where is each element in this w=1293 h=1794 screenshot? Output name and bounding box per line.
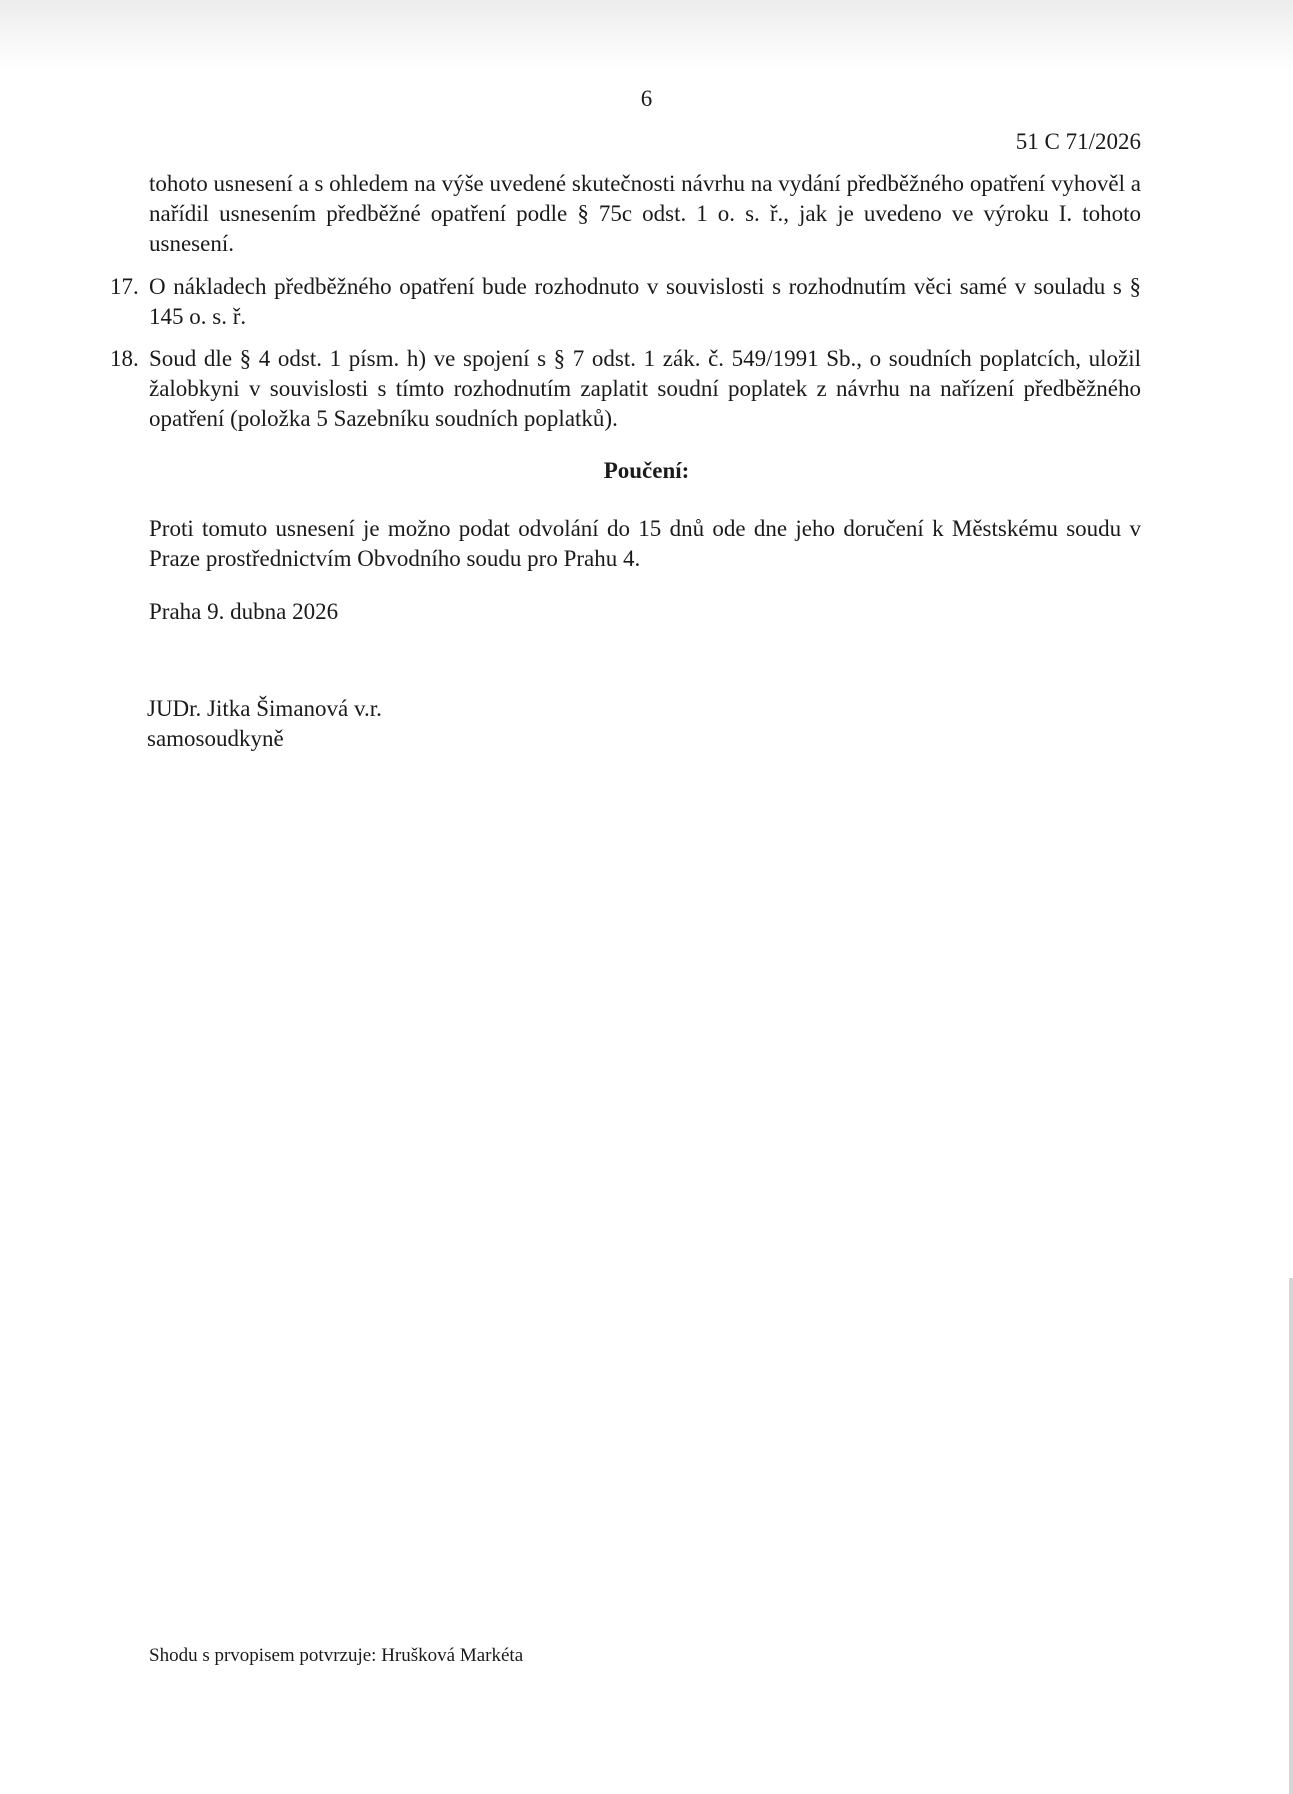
signer-name: JUDr. Jitka Šimanová v.r. [147, 696, 382, 721]
numbered-item [110, 272, 1141, 332]
item-number: 18. [110, 346, 139, 371]
case-number: 51 C 71/2026 [1015, 129, 1141, 154]
certification-footer: Shodu s prvopisem potvrzuje: Hrušková Markéta [149, 1645, 524, 1666]
signature-block [147, 694, 382, 754]
item-number: 17. [110, 274, 139, 299]
continuation-paragraph: tohoto usnesení a s ohledem na výše uvedené skutečnosti návrhu na vydání předběžného opatření vyhověl a nařídil usnesením předběžné opatření podle § 75c odst. 1 o. s. ř., jak je uvedeno ve výroku I. tohoto usnesení. [149, 171, 1141, 256]
instruction-paragraph: Proti tomuto usnesení je možno podat odvolání do 15 dnů ode dne jeho doručení k Městskému soudu v Praze prostřednictvím Obvodního soudu pro Prahu 4. [149, 516, 1141, 571]
item-text: Soud dle § 4 odst. 1 písm. h) ve spojení s § 7 odst. 1 zák. č. 549/1991 Sb., o soudních poplatcích, uložil žalobkyni v souvislosti s tímto rozhodnutím zaplatit soudní poplatek z návrhu na nařízení předběžného opatření (položka 5 Sazebníku soudních poplatků). [149, 346, 1141, 431]
numbered-item [110, 344, 1141, 434]
signer-role: samosoudkyně [147, 726, 284, 751]
page-number: 6 [640, 86, 653, 111]
instruction-heading: Poučení: [603, 458, 690, 483]
scrollbar[interactable] [1289, 1278, 1293, 1794]
item-text: O nákladech předběžného opatření bude rozhodnuto v souvislosti s rozhodnutím věci samé v souladu s § 145 o. s. ř. [149, 274, 1141, 329]
place-date: Praha 9. dubna 2026 [149, 599, 339, 624]
viewer-top-shadow [0, 0, 1293, 70]
